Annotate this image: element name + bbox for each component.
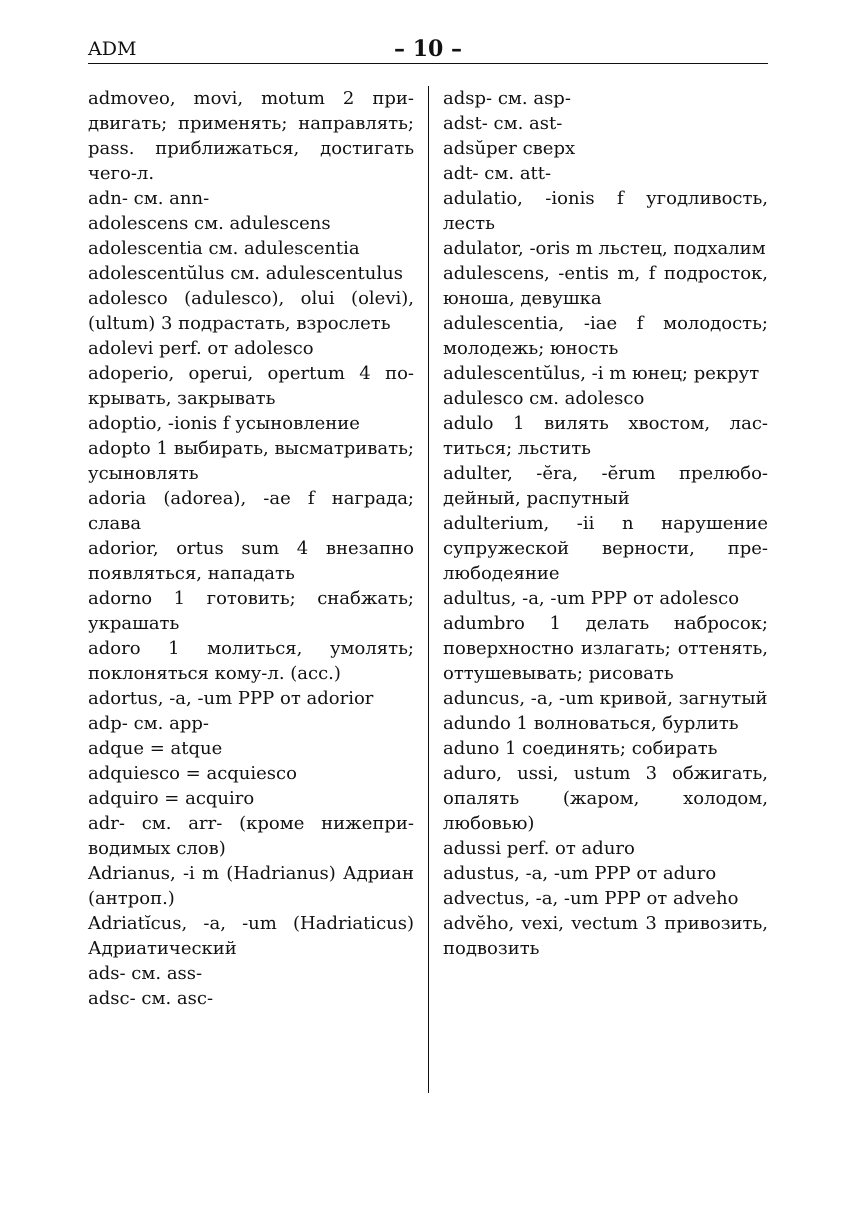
dictionary-entry: adulatio, -ionis f угодливость, лесть [443, 188, 768, 234]
dictionary-entry: adn- см. ann- [88, 188, 210, 209]
dictionary-entry: adorior, ortus sum 4 внезапно появляться, нападать [88, 538, 414, 584]
dictionary-entry: adque = atque [88, 738, 223, 759]
dictionary-entry: adoro 1 молиться, умолять; поклоняться кому-л. (acc.) [88, 638, 414, 684]
dictionary-entry: adolescentŭlus см. adulescentulus [88, 263, 403, 284]
dictionary-entry: ads- см. ass- [88, 963, 203, 984]
header-rule [88, 63, 768, 64]
column-divider [428, 86, 429, 1093]
dictionary-entry: adustus, -a, -um PPP от aduro [443, 863, 717, 884]
guide-word: ADM [88, 38, 137, 60]
dictionary-entry: adorno 1 готовить; снабжать; украшать [88, 588, 414, 634]
dictionary-entry: adulo 1 вилять хвостом, ластиться; льстить [443, 413, 768, 459]
dictionary-entry: adoptio, -ionis f усыновление [88, 413, 360, 434]
dictionary-entry: adquiesco = acquiesco [88, 763, 297, 784]
left-column [88, 86, 414, 1011]
right-column [443, 86, 768, 961]
dictionary-entry: adortus, -a, -um PPP от adorior [88, 688, 374, 709]
dictionary-entry: adopto 1 выбирать, высматривать; усыновлять [88, 438, 414, 484]
dictionary-entry: adsp- см. asp- [443, 88, 571, 109]
dictionary-entry: adoperio, operui, opertum 4 покрывать, закрывать [88, 363, 414, 409]
dictionary-entry: advectus, -a, -um PPP от adveho [443, 888, 739, 909]
dictionary-entry: adolevi perf. от adolesco [88, 338, 314, 359]
dictionary-entry: adp- см. app- [88, 713, 209, 734]
dictionary-entry: adulescens, -entis m, f подросток, юноша, девушка [443, 263, 768, 309]
dictionary-entry: adolesco (adulesco), olui (olevi), (ultum) 3 подрастать, взрослеть [88, 288, 414, 334]
dictionary-entry: admoveo, movi, motum 2 придвигать; применять; направлять; pass. приближаться, достигать чего-л. [88, 88, 414, 184]
dictionary-entry: adr- см. arr- (кроме нижеприводимых слов) [88, 813, 414, 859]
page-header [88, 36, 768, 62]
dictionary-entry: aduno 1 соединять; собирать [443, 738, 718, 759]
dictionary-entry: adt- см. att- [443, 163, 552, 184]
dictionary-entry: adsc- см. asc- [88, 988, 214, 1009]
dictionary-entry: adulesco см. adolesco [443, 388, 645, 409]
page-number: – 10 – [394, 36, 462, 62]
dictionary-entry: adundo 1 волноваться, бурлить [443, 713, 739, 734]
dictionary-entry: adulter, -ĕra, -ĕrum прелюбодейный, распутный [443, 463, 768, 509]
dictionary-entry: adsŭper сверх [443, 138, 576, 159]
dictionary-entry: adst- см. ast- [443, 113, 563, 134]
dictionary-entry: aduro, ussi, ustum 3 обжигать, опалять (жаром, холодом, любовью) [443, 763, 768, 834]
dictionary-entry: adulescentia, -iae f молодость; молодежь; юность [443, 313, 768, 359]
dictionary-entry: adulator, -oris m льстец, подхалим [443, 238, 766, 259]
dictionary-entry: adquiro = acquiro [88, 788, 255, 809]
dictionary-entry: adolescentia см. adulescentia [88, 238, 360, 259]
dictionary-entry: advĕho, vexi, vectum 3 привозить, подвозить [443, 913, 768, 959]
dictionary-entry: adultus, -a, -um PPP от adolesco [443, 588, 740, 609]
dictionary-entry: adolescens см. adulescens [88, 213, 331, 234]
dictionary-entry: adumbro 1 делать набросок; поверхностно излагать; оттенять, оттушевывать; рисовать [443, 613, 768, 684]
dictionary-entry: adoria (adorea), -ae f награда; слава [88, 488, 414, 534]
dictionary-entry: Adrianus, -i m (Hadrianus) Адриан (антроп.) [88, 863, 414, 909]
dictionary-entry: adussi perf. от aduro [443, 838, 635, 859]
dictionary-entry: aduncus, -a, -um кривой, загнутый [443, 688, 768, 709]
dictionary-entry: Adriatĭcus, -a, -um (Hadriaticus) Адриатический [88, 913, 414, 959]
dictionary-entry: adulescentŭlus, -i m юнец; рекрут [443, 363, 760, 384]
dictionary-entry: adulterium, -ii n нарушение супружеской верности, прелюбодеяние [443, 513, 768, 584]
